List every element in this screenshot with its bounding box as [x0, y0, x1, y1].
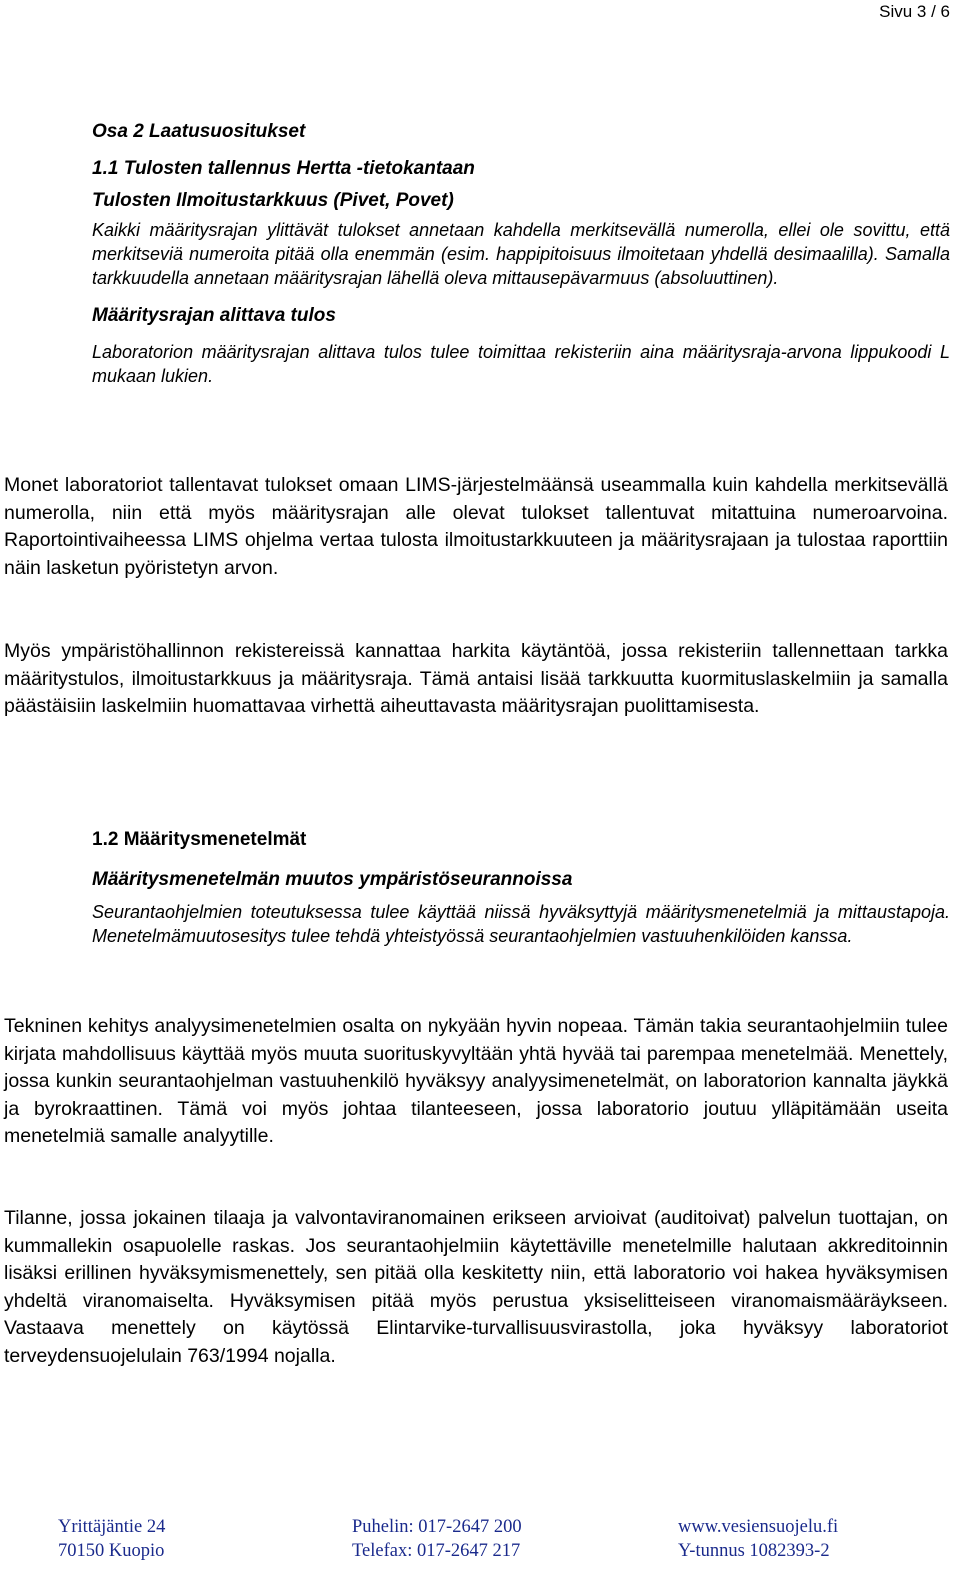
subheading-method-change: Määritysmenetelmän muutos ympäristöseurannoissa: [92, 869, 573, 890]
paragraph-technical-development: Tekninen kehitys analyysimenetelmien osalta on nykyään hyvin nopeaa. Tämän takia seurantaohjelmiin tulee kirjata mahdollisuus käyttää myös muuta suorituskyvyltään yhtä hyvää tai parempaa menetelmää. Menettely, jossa kunkin seurantaohjelman vastuuhenkilö hyväksyy analyysimenetelmät, on laboratorion kannalta jäykkä ja byrokraattinen. Tämä voi myös johtaa tilanteeseen, jossa laboratorio joutuu ylläpitämään useita menetelmiä samalle analyytille.: [4, 1015, 948, 1147]
paragraph-approval: Tilanne, jossa jokainen tilaaja ja valvontaviranomainen erikseen arvioivat (auditoivat) palvelun tuottajan, on kummallekin osapuolelle raskas. Jos seurantaohjelmiin käytettäville menetelmille halutaan akkreditoinnin lisäksi erillinen hyväksymismenettely, sen pitää olla keskitetty niin, että laboratorio voi hakea hyväksymisen yhdeltä viranomaiselta. Hyväksymisen pitää myös perustua yksiselitteiseen viranomaismääräykseen. Vastaava menettely on käytössä Elintarvike-turvallisuusvirastolla, joka hyväksyy laboratoriot terveydensuojelulain 763/1994 nojalla.: [4, 1207, 948, 1367]
page-number: Sivu 3 / 6: [879, 2, 950, 21]
footer-business-id: Y-tunnus 1082393-2: [678, 1541, 830, 1561]
footer-contact: [352, 1515, 522, 1563]
section-1-2: [92, 828, 950, 948]
footer-fax: Telefax: 017-2647 217: [352, 1541, 521, 1561]
part-title: Osa 2 Laatusuositukset: [92, 121, 306, 142]
paragraph-below-limit: Laboratorion määritysrajan alittava tulos tulee toimittaa rekisteriin aina määritysraja-arvona lippukoodi L mukaan lukien.: [92, 342, 950, 386]
footer-address: [58, 1515, 165, 1563]
footer-website-link[interactable]: www.vesiensuojelu.fi: [678, 1517, 839, 1537]
subheading-below-limit: Määritysrajan alittava tulos: [92, 305, 336, 326]
heading-1-1: 1.1 Tulosten tallennus Hertta -tietokantaan: [92, 158, 475, 179]
paragraph-methods: Seurantaohjelmien toteutuksessa tulee käyttää niissä hyväksyttyjä määritysmenetelmiä ja mittaustapoja. Menetelmämuutosesitys tulee tehdä yhteistyössä seurantaohjelmien vastuuhenkilöiden kanssa.: [92, 902, 950, 946]
footer-city: 70150 Kuopio: [58, 1541, 165, 1561]
heading-1-2: 1.2 Määritysmenetelmät: [92, 829, 307, 850]
subheading-reporting-precision: Tulosten Ilmoitustarkkuus (Pivet, Povet): [92, 190, 454, 211]
paragraph-precision: Kaikki määritysrajan ylittävät tulokset annetaan kahdella merkitsevällä numerolla, ellei ole sovittu, että merkitseviä numeroita pitää olla enemmän (esim. happipitoisuus ilmoitetaan yhdellä desimaalilla). Samalla tarkkuudella annetaan määritysrajan lähellä oleva mittausepävarmuus (absoluuttinen).: [92, 220, 950, 288]
paragraph-lims: Monet laboratoriot tallentavat tulokset omaan LIMS-järjestelmäänsä useammalla kuin kahdella merkitsevällä numerolla, niin että myös määritysrajan alle olevat tulokset tallentuvat mitattuina numeroarvoina. Raportointivaiheessa LIMS ohjelma vertaa tulosta ilmoitustarkkuuteen ja määritysrajaan ja tulostaa raporttiin näin lasketun pyöristetyn arvon.: [4, 474, 948, 579]
footer-web-info: [678, 1515, 838, 1563]
section-1-1: [92, 120, 950, 388]
footer-phone: Puhelin: 017-2647 200: [352, 1517, 522, 1537]
paragraph-registers: Myös ympäristöhallinnon rekistereissä kannattaa harkita käytäntöä, jossa rekisteriin tallennettaan tarkka määritystulos, ilmoitustarkkuus ja määritysraja. Tämä antaisi lisää tarkkuutta kuormituslaskelmiin ja samalla päästäisiin laskelmiin huomattavaa virhettä aiheuttavasta määritysrajan puolittamisesta.: [4, 640, 948, 717]
footer-street: Yrittäjäntie 24: [58, 1517, 166, 1537]
